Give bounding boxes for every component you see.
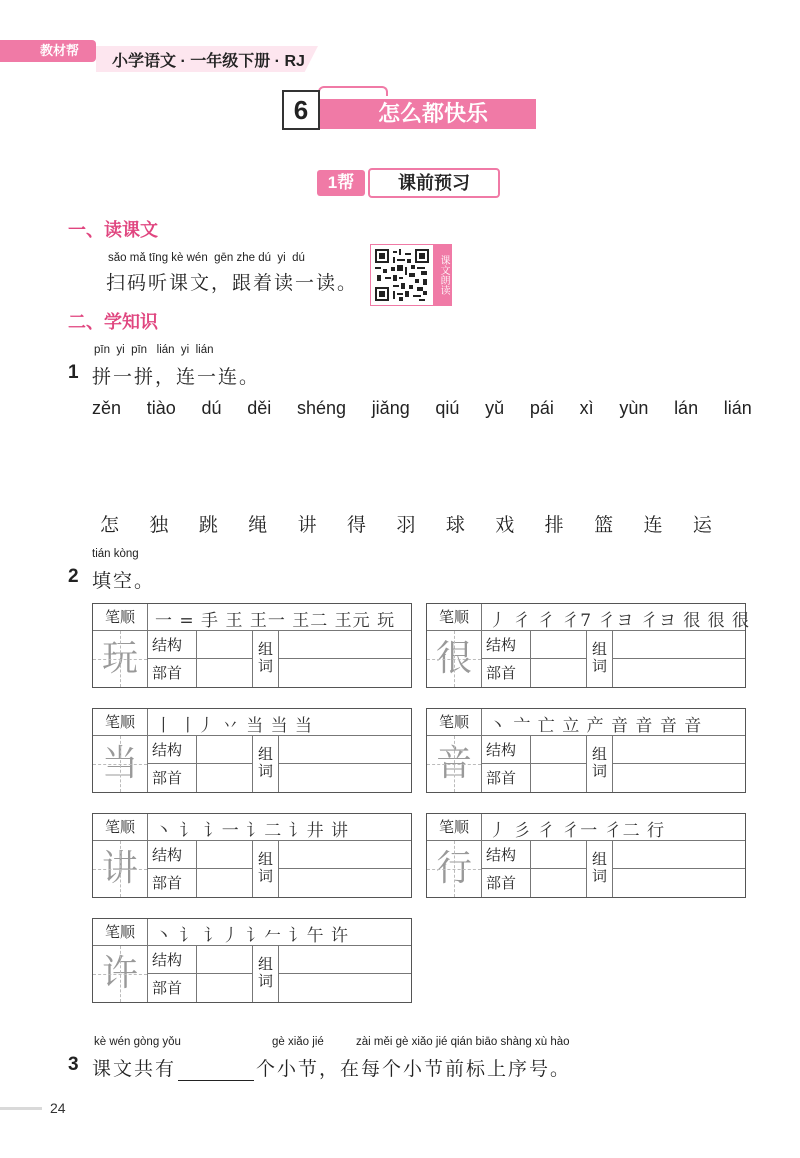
practice-character: 音	[427, 736, 482, 792]
strokes-label: 笔顺	[93, 814, 148, 841]
qr-code-icon	[375, 249, 429, 301]
q2-pinyin: tián kòng	[92, 548, 139, 560]
structure-label: 结构	[152, 636, 183, 654]
syllable[interactable]: tiào	[146, 398, 176, 418]
syllable-row	[92, 398, 752, 419]
q3-pinyin-1: kè wén gòng yǒu	[94, 1036, 181, 1048]
radical-label: 部首	[486, 664, 517, 682]
stroke-order: 丶 亠 亡 立 产 音 音 音 音	[489, 716, 703, 736]
part1-pinyin: sǎo mǎ tīng kè wén gēn zhe dú yi dú	[108, 252, 305, 264]
lesson-title: 怎么都快乐	[318, 99, 536, 129]
q1-text: 拼一拼，连一连。	[92, 366, 261, 388]
stroke-order: 丶 讠 讠丿 讠𠂉 讠午 许	[155, 926, 350, 946]
q1-number: 1	[68, 362, 79, 383]
strokes-label: 笔顺	[427, 814, 482, 841]
words-label: 组词	[253, 946, 279, 1002]
section-title: 课前预习	[368, 168, 500, 198]
words-answer[interactable]	[279, 736, 411, 764]
strokes-label: 笔顺	[93, 604, 148, 631]
character[interactable]: 得	[347, 514, 367, 536]
syllable[interactable]: xì	[579, 398, 594, 418]
q2-text: 填空。	[92, 570, 156, 592]
radical-label: 部首	[152, 979, 183, 997]
radical-label: 部首	[486, 769, 517, 787]
structure-answer[interactable]	[196, 841, 197, 868]
strokes-label: 笔顺	[93, 709, 148, 736]
syllable[interactable]: pái	[529, 398, 554, 418]
radical-answer[interactable]	[196, 974, 197, 1002]
q3-pinyin-2: gè xiǎo jié	[272, 1036, 324, 1048]
syllable[interactable]: děi	[247, 398, 272, 418]
words-answer[interactable]	[279, 631, 411, 659]
radical-answer[interactable]	[196, 764, 197, 792]
words-label: 组词	[587, 631, 613, 687]
words-label: 组词	[587, 841, 613, 897]
radical-label: 部首	[152, 874, 183, 892]
syllable[interactable]: jiǎng	[371, 398, 410, 418]
syllable[interactable]: yǔ	[485, 398, 505, 418]
syllable[interactable]: dú	[201, 398, 222, 418]
practice-character: 玩	[93, 631, 148, 687]
qr-code[interactable]	[370, 244, 434, 306]
stroke-order: 丨 丨丿 丷 当 当 当	[155, 716, 314, 736]
q3-number: 3	[68, 1054, 79, 1075]
structure-answer[interactable]	[196, 631, 197, 658]
practice-character: 当	[93, 736, 148, 792]
character[interactable]: 羽	[396, 514, 416, 536]
lesson-number: 6	[282, 90, 320, 130]
structure-answer[interactable]	[196, 736, 197, 763]
page-number-line	[0, 1107, 42, 1110]
stroke-order: 丿 彳 彳 彳7 彳ヨ 彳ヨ 很 很 很	[489, 611, 751, 631]
q3-answer-blank[interactable]	[178, 1063, 254, 1081]
strokes-label: 笔顺	[427, 604, 482, 631]
practice-character: 很	[427, 631, 482, 687]
character[interactable]: 怎	[100, 514, 120, 536]
syllable[interactable]: zěn	[92, 398, 122, 418]
q1-pinyin: pīn yi pīn lián yi lián	[94, 344, 214, 356]
character[interactable]: 排	[544, 514, 564, 536]
page-number: 24	[50, 1100, 66, 1116]
radical-answer[interactable]	[530, 659, 531, 687]
char-table-wan	[92, 603, 412, 688]
radical-label: 部首	[486, 874, 517, 892]
words-label: 组词	[253, 736, 279, 792]
syllable[interactable]: shéng	[296, 398, 346, 418]
character[interactable]: 连	[643, 514, 663, 536]
char-table-xing	[426, 813, 746, 898]
part1-heading: 一、读课文	[68, 220, 158, 240]
lesson-tab-decoration	[318, 86, 388, 96]
part1-text: 扫码听课文，跟着读一读。	[106, 272, 359, 294]
practice-character: 讲	[93, 841, 148, 897]
words-answer[interactable]	[613, 736, 745, 764]
char-table-yin	[426, 708, 746, 793]
syllable[interactable]: yùn	[619, 398, 649, 418]
words-answer[interactable]	[279, 841, 411, 869]
syllable[interactable]: lán	[674, 398, 699, 418]
structure-label: 结构	[486, 846, 517, 864]
character[interactable]: 球	[445, 514, 465, 536]
strokes-label: 笔顺	[427, 709, 482, 736]
stroke-order: 一 = 手 王 王一 王二 王元 玩	[155, 611, 396, 631]
practice-character: 许	[93, 946, 148, 1002]
strokes-label: 笔顺	[93, 919, 148, 946]
words-label: 组词	[253, 841, 279, 897]
q3-sentence	[92, 1054, 571, 1081]
q3-text-a: 课文共有	[92, 1058, 177, 1080]
structure-label: 结构	[152, 951, 183, 969]
character-row	[100, 510, 712, 537]
section-badge: 1帮	[317, 170, 365, 196]
char-table-hen	[426, 603, 751, 688]
stroke-order: 丶 讠 讠一 讠二 讠井 讲	[155, 821, 350, 841]
words-answer[interactable]	[279, 946, 411, 974]
character[interactable]: 独	[149, 514, 169, 536]
char-table-jiang	[92, 813, 412, 898]
part2-heading: 二、学知识	[68, 312, 158, 332]
syllable[interactable]: lián	[723, 398, 752, 418]
structure-label: 结构	[486, 741, 517, 759]
structure-answer[interactable]	[530, 736, 531, 763]
header-subject: 小学语文 · 一年级下册 · RJ	[112, 53, 305, 70]
qr-label: 课文朗读	[434, 244, 452, 306]
structure-answer[interactable]	[530, 841, 531, 868]
q3-text-b: 个小节，在每个小节前标上序号。	[256, 1058, 572, 1080]
words-label: 组词	[253, 631, 279, 687]
words-answer[interactable]	[613, 841, 745, 869]
stroke-order: 丿 彡 彳 彳一 彳二 行	[489, 821, 666, 841]
radical-label: 部首	[152, 769, 183, 787]
header-tag: 教材帮	[0, 40, 96, 62]
radical-label: 部首	[152, 664, 183, 682]
words-label: 组词	[587, 736, 613, 792]
character[interactable]: 戏	[495, 514, 515, 536]
char-table-xu	[92, 918, 412, 1003]
radical-answer[interactable]	[530, 764, 531, 792]
q3-pinyin-3: zài měi gè xiǎo jié qián biāo shàng xù hào	[356, 1036, 570, 1048]
character[interactable]: 绳	[248, 514, 268, 536]
character[interactable]: 运	[692, 514, 712, 536]
structure-label: 结构	[152, 741, 183, 759]
character[interactable]: 讲	[297, 514, 317, 536]
radical-answer[interactable]	[196, 869, 197, 897]
char-table-dang	[92, 708, 412, 793]
structure-label: 结构	[152, 846, 183, 864]
structure-label: 结构	[486, 636, 517, 654]
practice-character: 行	[427, 841, 482, 897]
structure-answer[interactable]	[530, 631, 531, 658]
radical-answer[interactable]	[530, 869, 531, 897]
radical-answer[interactable]	[196, 659, 197, 687]
character[interactable]: 跳	[198, 514, 218, 536]
syllable[interactable]: qiú	[435, 398, 460, 418]
character[interactable]: 篮	[594, 514, 614, 536]
structure-answer[interactable]	[196, 946, 197, 973]
q2-number: 2	[68, 566, 79, 587]
words-answer[interactable]	[613, 631, 745, 659]
